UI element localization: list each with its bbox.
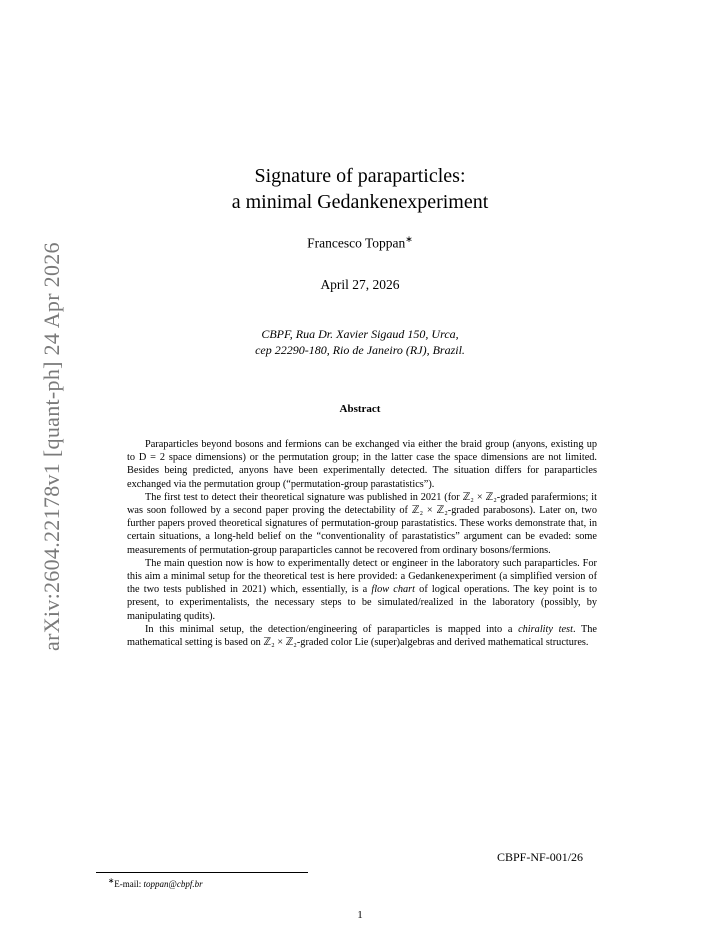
page-number: 1 <box>357 909 363 921</box>
paper-title <box>0 163 720 215</box>
affiliation-line-2: cep 22290-180, Rio de Janeiro (RJ), Brazil. <box>255 343 465 357</box>
abstract-p4-emphasis: chirality test <box>518 623 573 635</box>
abstract-p4-text-b: . The mathematical setting is based on ℤ₂ × ℤ₂-graded color Lie (super)algebras and derived mathematical structures. <box>127 623 597 649</box>
abstract-paragraph-1: Paraparticles beyond bosons and fermions can be exchanged via either the braid group (anyons, existing up to D = 2 space dimensions) or the permutation group; in the latter case the space dimensions are not limited. Besides being predicted, anyons have been experimentally detected. The situation differs for paraparticles exchanged via the permutation group (“permutation-group parastatistics”). <box>127 439 597 490</box>
footnote-mark: ∗ <box>108 876 115 885</box>
abstract-paragraph-3 <box>127 557 597 623</box>
footnote <box>108 876 203 889</box>
abstract-p3-text-a: The main question now is how to experimentally detect or engineer in the laboratory such paraparticles. For this aim a minimal setup for the theoretical test is here provided: a Gedankenexperiment (a simplified version of the two tests published in 2021) which, essentially, is a <box>127 557 597 596</box>
title-line-1: Signature of paraparticles: <box>254 165 466 187</box>
arxiv-identifier: arXiv:2604.22178v1 [quant-ph] 24 Apr 2026 <box>39 242 64 651</box>
paper-date: April 27, 2026 <box>320 277 400 292</box>
author-name: Francesco Toppan <box>307 235 406 251</box>
abstract-p4-text-a: In this minimal setup, the detection/engineering of paraparticles is mapped into a <box>145 623 519 635</box>
abstract-body <box>127 438 597 649</box>
footnote-rule <box>96 872 308 873</box>
footnote-label: E-mail: <box>114 879 144 889</box>
footnote-email[interactable]: toppan@cbpf.br <box>143 879 203 889</box>
affiliation-line-1: CBPF, Rua Dr. Xavier Sigaud 150, Urca, <box>261 327 459 341</box>
title-line-2: a minimal Gedankenexperiment <box>231 191 489 213</box>
abstract-p3-text-b: of logical operations. The key point is to present, to experimentalists, the necessary steps to be simulated/realized in the laboratory (possibly, by manipulating qudits). <box>127 584 597 622</box>
abstract-heading: Abstract <box>339 403 381 415</box>
report-number: CBPF-NF-001/26 <box>497 850 584 864</box>
affiliation <box>0 326 720 358</box>
abstract-paragraph-2: The first test to detect their theoretical signature was published in 2021 (for ℤ₂ × ℤ₂-graded parafermions; it was soon followed by a second paper proving the detectability of ℤ₂ × ℤ₂-graded parabosons). Later on, two further papers proved theoretical signatures of permutation-group parastatistics. These works demonstrate that, in certain situations, a long-held belief on the “conventionality of parastatistics” argument can be evaded: some measurements of permutation-group paraparticles cannot be recovered from ordinary bosons/fermions. <box>127 491 597 556</box>
author <box>0 234 720 252</box>
abstract-paragraph-4 <box>127 623 597 649</box>
author-footnote-mark: ∗ <box>405 234 413 244</box>
abstract-p3-emphasis: flow chart <box>371 584 416 596</box>
